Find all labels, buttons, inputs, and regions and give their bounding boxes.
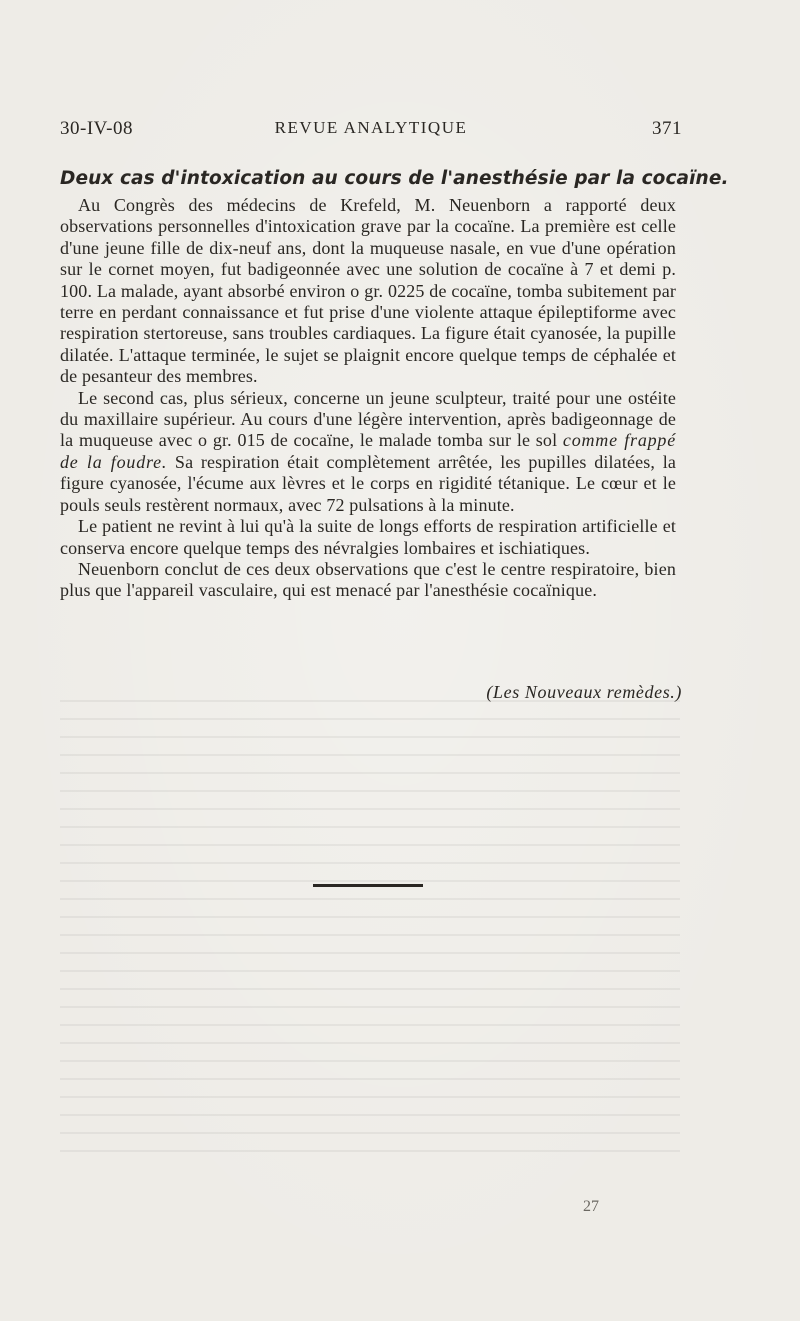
section-divider	[313, 884, 423, 887]
page-number: 371	[652, 118, 682, 139]
article-body	[60, 195, 676, 602]
bleed-through-texture	[60, 700, 680, 1160]
paragraph-2-before: Le second cas, plus sérieux, concerne un jeune sculpteur, traité pour une ostéite du maxillaire supérieur. Au cours d'une légère intervention, après badigeonnage de la muqueuse avec o gr. 015 de cocaïne, le malade tomba sur le sol	[60, 387, 676, 451]
running-head	[60, 118, 682, 146]
paragraph-2	[60, 388, 676, 516]
paragraph-3: Le patient ne revint à lui qu'à la suite de longs efforts de respiration artificielle et conserva encore quelque temps des névralgies lombaires et ischiatiques.	[60, 516, 676, 558]
paragraph-2-emphasis: comme frappé de la foudre.	[60, 430, 677, 472]
paragraph-2-after: Sa respiration était complètement arrêtée, les pupilles dilatées, la figure cyanosée, l'écume aux lèvres et le corps en rigidité tétanique. Le cœur et le pouls seuls restèrent normaux, avec 72 pulsations à la minute.	[60, 451, 676, 515]
journal-title: REVUE ANALYTIQUE	[274, 118, 468, 137]
paragraph-4: Neuenborn conclut de ces deux observations que c'est le centre respiratoire, bien plus que l'appareil vasculaire, qui est menacé par l'anesthésie cocaïnique.	[60, 558, 676, 601]
issue-date: 30-IV-08	[60, 118, 133, 139]
source-citation: (Les Nouveaux remèdes.)	[486, 682, 682, 702]
signature-mark: 27	[583, 1198, 599, 1215]
article-title: Deux cas d'intoxication au cours de l'anesthésie par la cocaïne.	[60, 168, 729, 189]
paragraph-1: Au Congrès des médecins de Krefeld, M. Neuenborn a rapporté deux observations personnelles d'intoxication grave par la cocaïne. La première est celle d'une jeune fille de dix-neuf ans, dont la muqueuse nasale, en vue d'une opération sur le cornet moyen, fut badigeonnée avec une solution de cocaïne à 7 et demi p. 100. La malade, ayant absorbé environ o gr. 0225 de cocaïne, tomba subitement par terre en perdant connaissance et fut prise d'une violente attaque épileptiforme avec respiration stertoreuse, sans troubles cardiaques. La figure était cyanosée, la pupille dilatée. L'attaque terminée, le sujet se plaignit encore quelque temps de céphalée et de pesanteur des membres.	[60, 195, 676, 387]
